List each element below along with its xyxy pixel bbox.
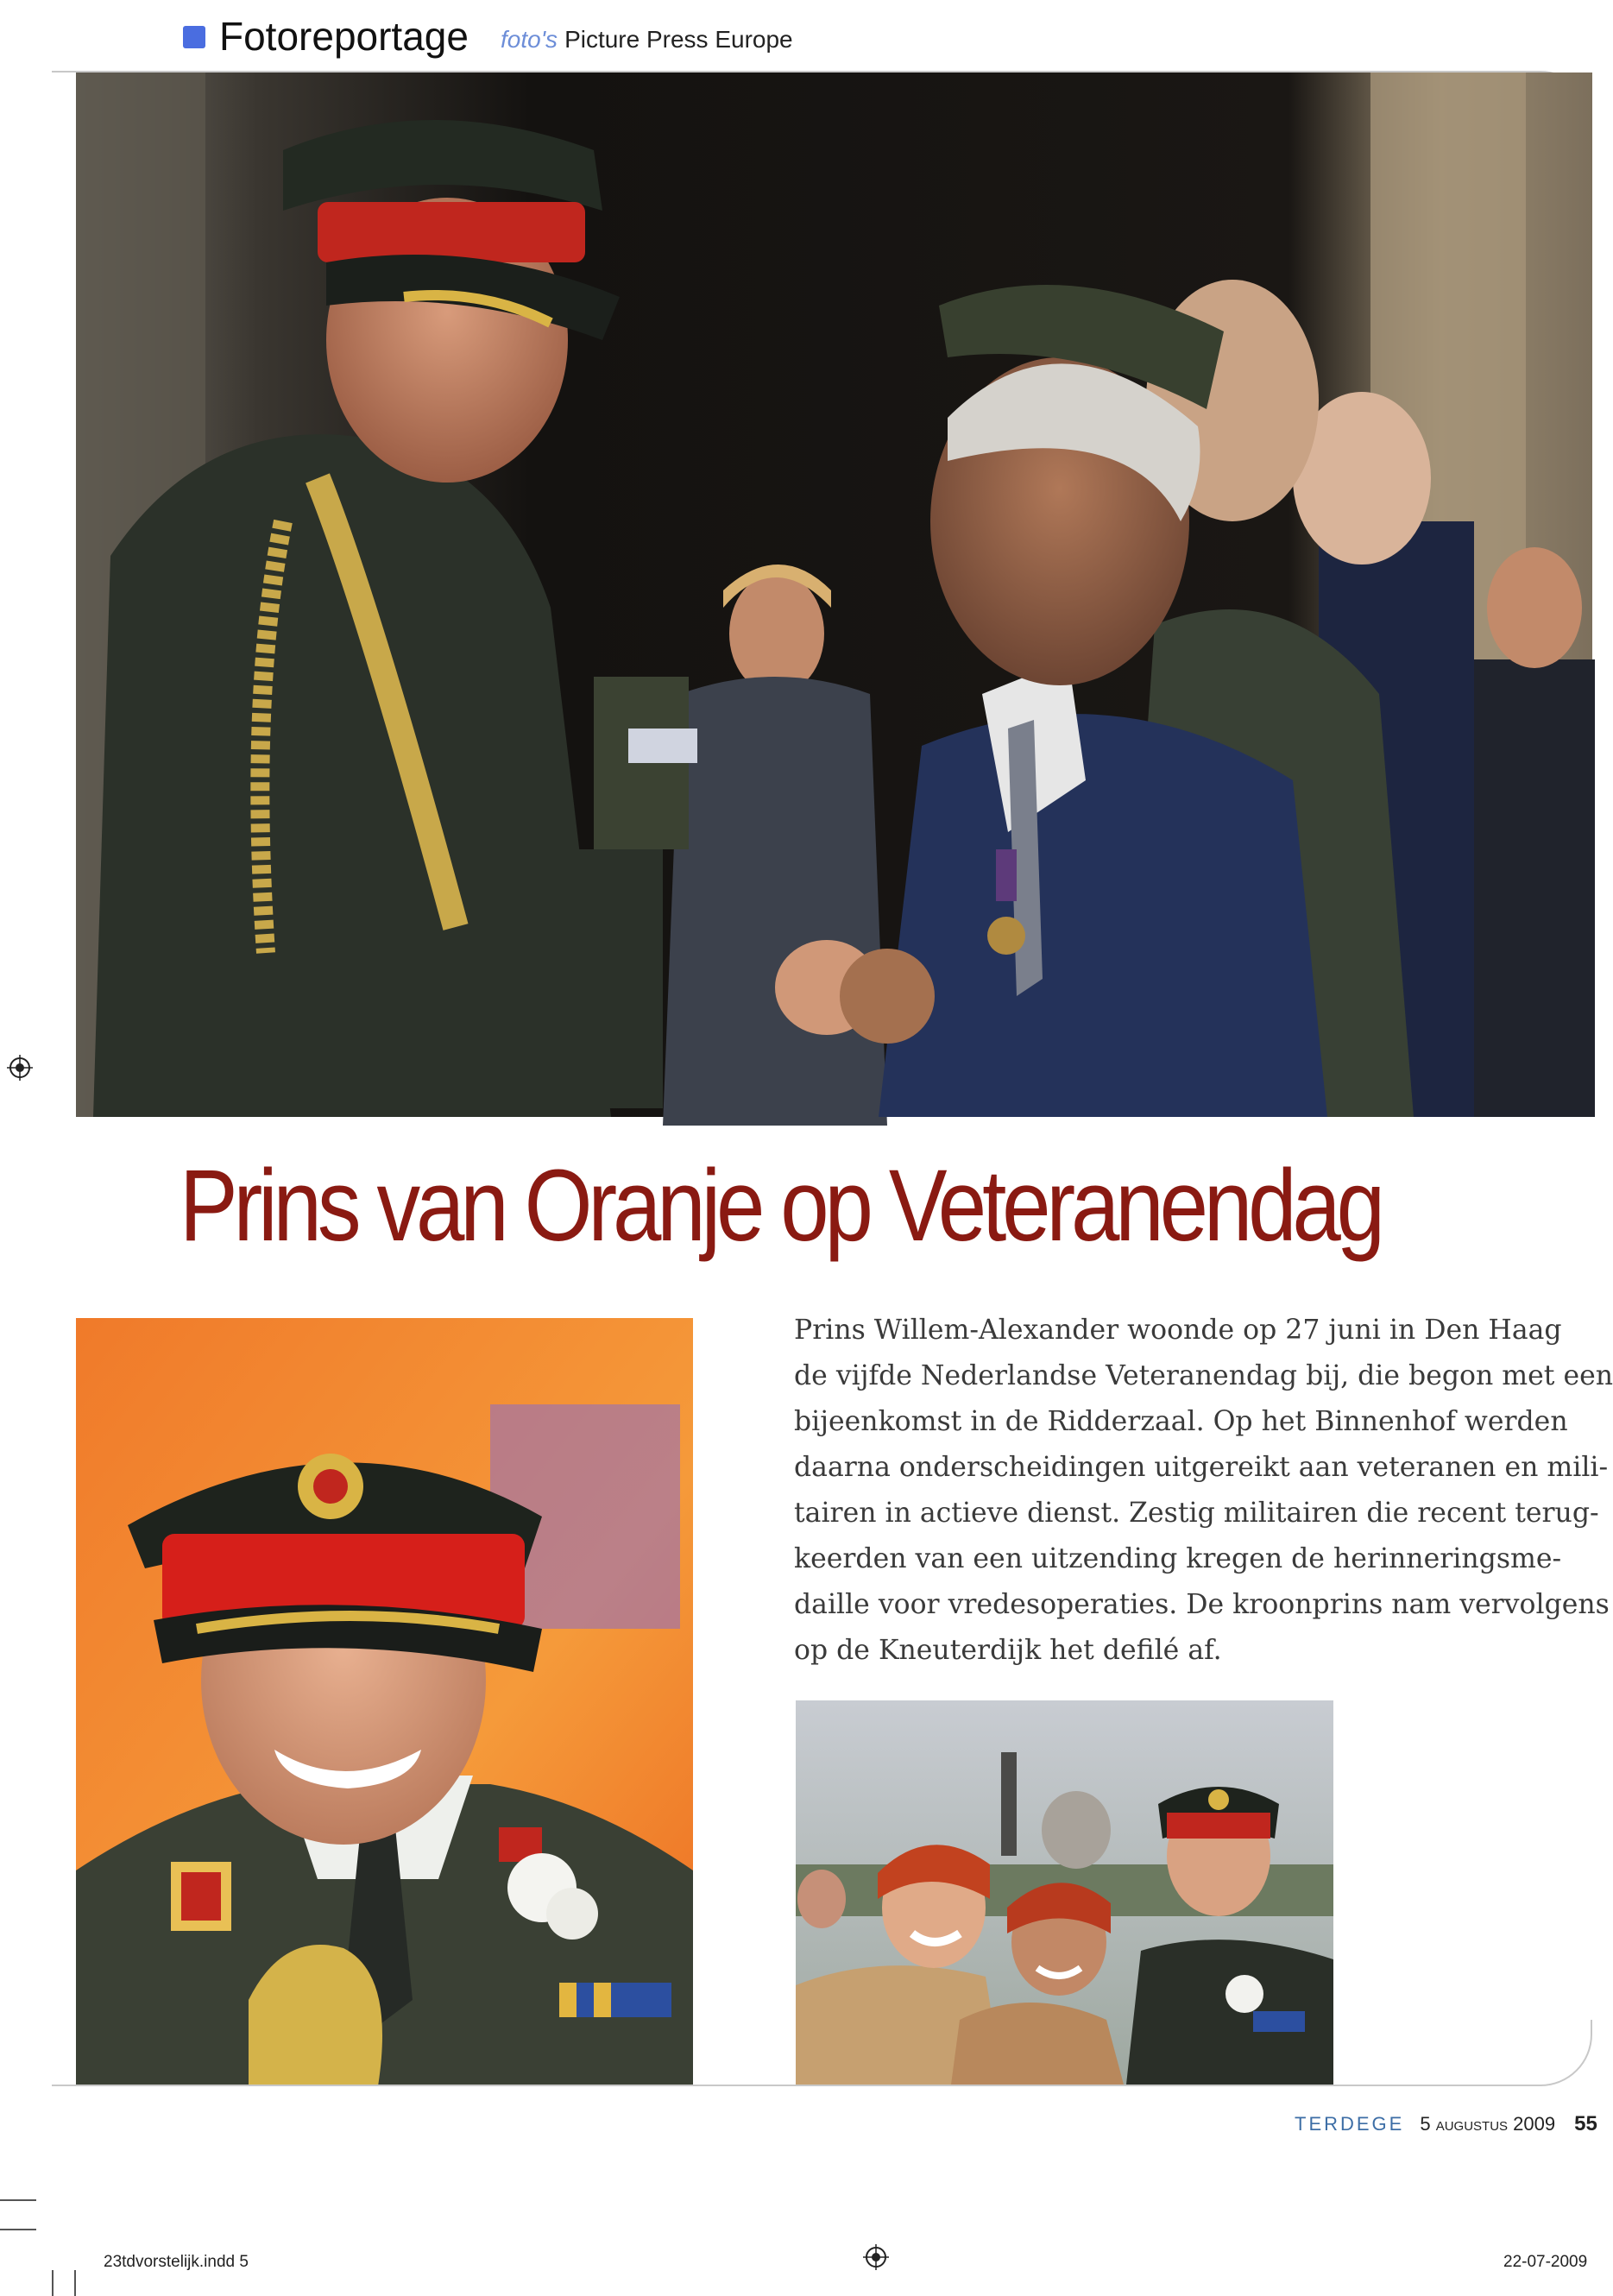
crop-mark bbox=[52, 2270, 54, 2296]
photo-credit-prefix: foto's bbox=[501, 26, 558, 53]
page-footer bbox=[1295, 2111, 1597, 2137]
page-number: 55 bbox=[1574, 2112, 1597, 2135]
article-headline: Prins van Oranje op Veteranendag bbox=[180, 1149, 1381, 1263]
section-marker-square bbox=[183, 26, 205, 48]
group-photo-veterans bbox=[796, 1700, 1333, 2085]
footer-magazine: TERDEGE bbox=[1295, 2113, 1405, 2135]
article-line: tairen in actieve dienst. Zestig militairen die recent terug- bbox=[794, 1498, 1599, 1529]
article-line: daille voor vredesoperaties. De kroonprins nam vervolgens bbox=[794, 1589, 1610, 1620]
crop-mark bbox=[0, 2199, 36, 2201]
footer-date: 5 augustus 2009 bbox=[1420, 2113, 1556, 2135]
article-line: op de Kneuterdijk het defilé af. bbox=[794, 1635, 1222, 1666]
portrait-photo-prince bbox=[76, 1318, 693, 2085]
article-line: de vijfde Nederlandse Veteranendag bij, die begon met een bbox=[794, 1360, 1613, 1391]
article-line: Prins Willem-Alexander woonde op 27 juni in Den Haag bbox=[794, 1315, 1562, 1346]
print-slug: 23tdvorstelijk.indd 5 bbox=[104, 2253, 249, 2271]
registration-mark-icon bbox=[7, 1055, 33, 1081]
article-line: keerden van een uitzending kregen de herinneringsme- bbox=[794, 1543, 1562, 1574]
article-line: bijeenkomst in de Ridderzaal. Op het Binnenhof werden bbox=[794, 1406, 1568, 1437]
photo-credit bbox=[501, 24, 793, 55]
main-photo-handshake bbox=[76, 73, 1592, 1117]
page-frame-corner bbox=[1523, 2020, 1592, 2086]
article-body bbox=[794, 1308, 1613, 1674]
section-title: Fotoreportage bbox=[219, 14, 469, 59]
registration-mark-icon bbox=[863, 2244, 889, 2270]
print-date: 22-07-2009 bbox=[1503, 2253, 1588, 2271]
photo-credit-name: Picture Press Europe bbox=[564, 26, 793, 53]
page-frame-bottom-rule bbox=[52, 2085, 1536, 2086]
article-line: daarna onderscheidingen uitgereikt aan veteranen en mili- bbox=[794, 1452, 1609, 1483]
crop-mark bbox=[74, 2270, 76, 2296]
crop-mark bbox=[0, 2229, 36, 2230]
